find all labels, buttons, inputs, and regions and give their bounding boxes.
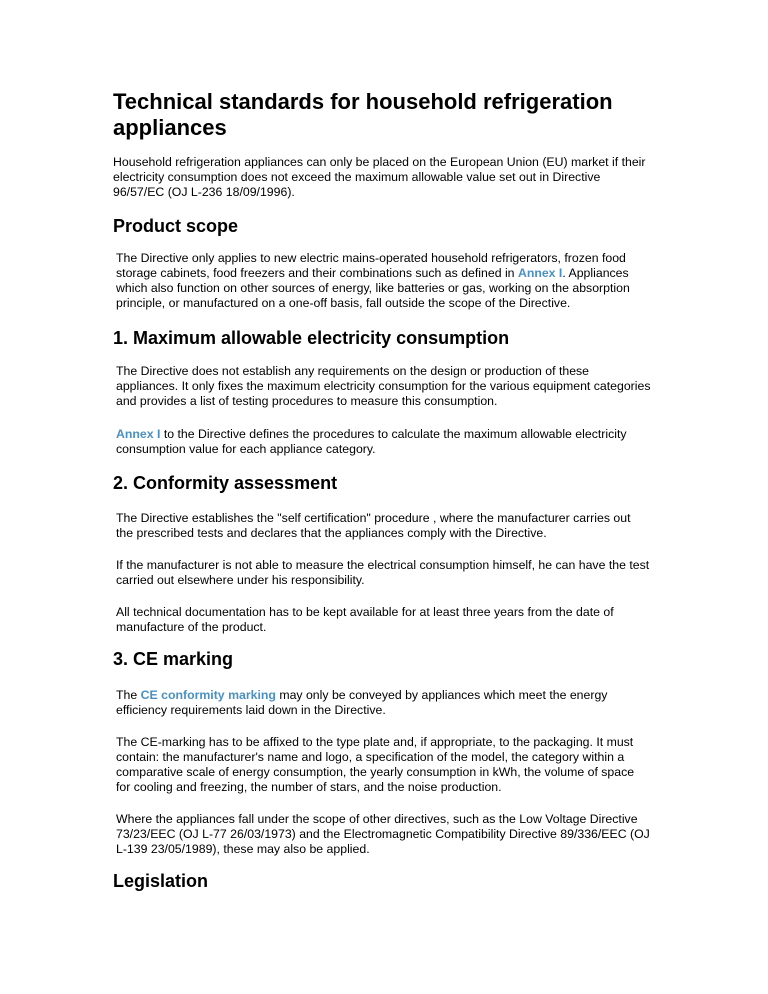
heading-conformity-assessment: 2. Conformity assessment: [113, 473, 338, 493]
conformity-paragraph-2: If the manufacturer is not able to measure the electrical consumption himself, he can have the test carried out elsewhere under his responsibility.: [116, 558, 650, 587]
annex-i-link-2[interactable]: Annex I: [116, 427, 161, 441]
scope-paragraph: [116, 251, 651, 311]
heading-max-consumption: 1. Maximum allowable electricity consumption: [113, 328, 510, 348]
ce-text-start: The: [116, 688, 141, 702]
ce-text-end: may only be conveyed by appliances which meet the energy efficiency requirements laid down in the Directive.: [116, 688, 608, 717]
page-title: Technical standards for household refrigeration appliances: [113, 89, 613, 140]
heading-legislation: Legislation: [113, 871, 209, 891]
max-paragraph-2: [116, 427, 651, 457]
scope-text-end: . Appliances which also function on other sources of energy, like batteries or gas, working on the absorption principle, or manufactured on a one-off basis, fall outside the scope of the Directive.: [116, 266, 630, 310]
ce-paragraph-2: The CE-marking has to be affixed to the type plate and, if appropriate, to the packaging. It must contain: the manufacturer's name and logo, a specification of the model, the category within a comparative scale of energy consumption, the yearly consumption in kWh, the volume of space for cooling and freezing, the number of stars, and the noise production.: [116, 735, 635, 794]
ce-paragraph-1: [116, 688, 651, 718]
scope-text: The Directive only applies to new electric mains-operated household refrigerators, frozen food storage cabinets, food freezers and their combinations such as defined in: [116, 251, 626, 280]
conformity-paragraph-1: The Directive establishes the "self certification" procedure , where the manufacturer carries out the prescribed tests and declares that the appliances comply with the Directive.: [116, 511, 631, 540]
heading-product-scope: Product scope: [113, 216, 239, 236]
annex-i-link[interactable]: Annex I: [517, 266, 563, 280]
heading-ce-marking: 3. CE marking: [113, 649, 234, 669]
max-paragraph-2-text: to the Directive defines the procedures to calculate the maximum allowable electricity consumption value for each appliance category.: [116, 427, 627, 456]
intro-paragraph: Household refrigeration appliances can only be placed on the European Union (EU) market if their electricity consumption does not exceed the maximum allowable value set out in Directive 96/57/EC (OJ L-236 18/09/1996).: [113, 155, 646, 199]
conformity-paragraph-3: All technical documentation has to be kept available for at least three years from the date of manufacture of the product.: [116, 605, 614, 634]
max-paragraph-1: The Directive does not establish any requirements on the design or production of these appliances. It only fixes the maximum electricity consumption for the various equipment categories and provides a list of testing procedures to measure this consumption.: [116, 364, 651, 408]
ce-conformity-marking-link[interactable]: CE conformity marking: [140, 688, 276, 702]
ce-paragraph-3: Where the appliances fall under the scope of other directives, such as the Low Voltage Directive 73/23/EEC (OJ L-77 26/03/1973) and the Electromagnetic Compatibility Directive 89/336/EEC (OJ L-139 23/05/1989), these may also be applied.: [116, 812, 650, 856]
